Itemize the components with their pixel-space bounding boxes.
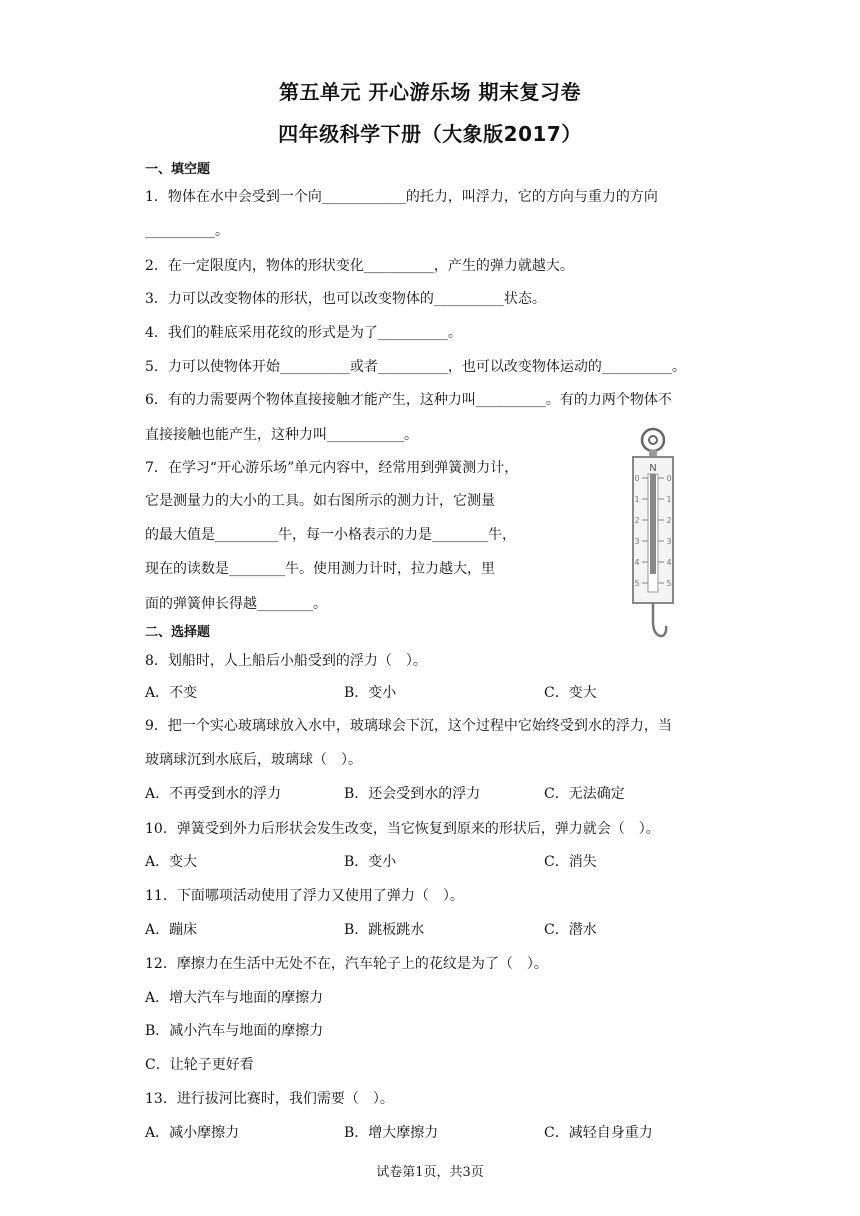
scale-label-right: 0 <box>666 474 672 483</box>
question-line: 7．在学习“开心游乐场”单元内容中，经常用到弹簧测力计， <box>145 460 519 476</box>
option-c: C．消失 <box>544 854 597 870</box>
option-b: B．跳板跳水 <box>344 922 425 938</box>
question-line: 面的弹簧伸长得越________。 <box>145 596 327 612</box>
option-b: B．增大摩擦力 <box>344 1125 439 1141</box>
section-heading-fill: 一、填空题 <box>145 162 211 177</box>
question-line: 6．有的力需要两个物体直接接触才能产生，这种力叫__________。有的力两个物体不 <box>145 392 672 408</box>
scale-label-left: 5 <box>634 579 640 588</box>
page-title: 第五单元 开心游乐场 期末复习卷 <box>279 80 581 104</box>
option-a: A．不再受到水的浮力 <box>145 786 282 802</box>
scale-label-right: 2 <box>666 516 672 525</box>
section-heading-choice: 二、选择题 <box>145 625 211 640</box>
spring-indicator <box>650 474 656 574</box>
option-a: A．蹦床 <box>145 922 198 938</box>
unit-label: N <box>649 463 657 474</box>
question-line: 的最大值是_________牛，每一小格表示的力是________牛， <box>145 527 516 543</box>
option-b: B．减小汽车与地面的摩擦力 <box>145 1023 324 1039</box>
option-c: C．减轻自身重力 <box>544 1125 653 1141</box>
option-a: A．增大汽车与地面的摩擦力 <box>145 990 324 1006</box>
ring-icon <box>642 429 664 451</box>
question-line: 3．力可以改变物体的形状，也可以改变物体的__________状态。 <box>145 291 546 307</box>
scale-label-left: 0 <box>634 474 640 483</box>
spring-scale-figure <box>620 426 690 648</box>
scale-label-right: 1 <box>666 495 672 504</box>
option-c: C．潜水 <box>544 922 597 938</box>
option-a: A．减小摩擦力 <box>145 1125 240 1141</box>
scale-label-left: 3 <box>634 537 640 546</box>
option-b: B．变小 <box>344 854 397 870</box>
question-stem: 12．摩擦力在生活中无处不在，汽车轮子上的花纹是为了（ ）。 <box>145 956 548 972</box>
option-a: A．变大 <box>145 854 198 870</box>
scale-label-left: 4 <box>634 558 640 567</box>
question-line: 它是测量力的大小的工具。如右图所示的测力计，它测量 <box>145 493 495 509</box>
page-subtitle: 四年级科学下册（大象版2017） <box>278 122 582 146</box>
question-line: __________。 <box>145 223 229 239</box>
question-stem: 10．弹簧受到外力后形状会发生改变，当它恢复到原来的形状后，弹力就会（ ）。 <box>145 821 660 837</box>
question-line: 1．物体在水中会受到一个向____________的托力，叫浮力，它的方向与重力的方向 <box>145 189 658 205</box>
scale-label-right: 5 <box>666 579 672 588</box>
question-stem: 13．进行拔河比赛时，我们需要（ ）。 <box>145 1091 394 1107</box>
question-stem: 9．把一个实心玻璃球放入水中，玻璃球会下沉，这个过程中它始终受到水的浮力，当 <box>145 718 672 734</box>
scale-label-right: 3 <box>666 537 672 546</box>
question-stem: 8．划船时，人上船后小船受到的浮力（ ）。 <box>145 653 427 669</box>
question-line: 4．我们的鞋底采用花纹的形式是为了__________。 <box>145 325 462 341</box>
option-c: C．变大 <box>544 685 597 701</box>
option-c: C．让轮子更好看 <box>145 1057 254 1073</box>
option-c: C．无法确定 <box>544 786 625 802</box>
scale-label-right: 4 <box>666 558 672 567</box>
option-a: A．不变 <box>145 685 198 701</box>
scale-label-left: 2 <box>634 516 640 525</box>
option-b: B．变小 <box>344 685 397 701</box>
hook-icon <box>653 622 666 636</box>
question-line: 现在的读数是________牛。使用测力计时，拉力越大，里 <box>145 561 495 577</box>
page-footer: 试卷第1页，共3页 <box>376 1165 484 1180</box>
question-stem-cont: 玻璃球沉到水底后，玻璃球（ ）。 <box>145 752 362 768</box>
question-line: 直接接触也能产生，这种力叫___________。 <box>145 427 418 443</box>
question-line: 2．在一定限度内，物体的形状变化__________，产生的弹力就越大。 <box>145 258 574 274</box>
scale-label-left: 1 <box>634 495 640 504</box>
question-stem: 11．下面哪项活动使用了浮力又使用了弹力（ ）。 <box>145 888 464 904</box>
question-line: 5．力可以使物体开始__________或者__________，也可以改变物体运动的__________。 <box>145 359 686 375</box>
option-b: B．还会受到水的浮力 <box>344 786 481 802</box>
